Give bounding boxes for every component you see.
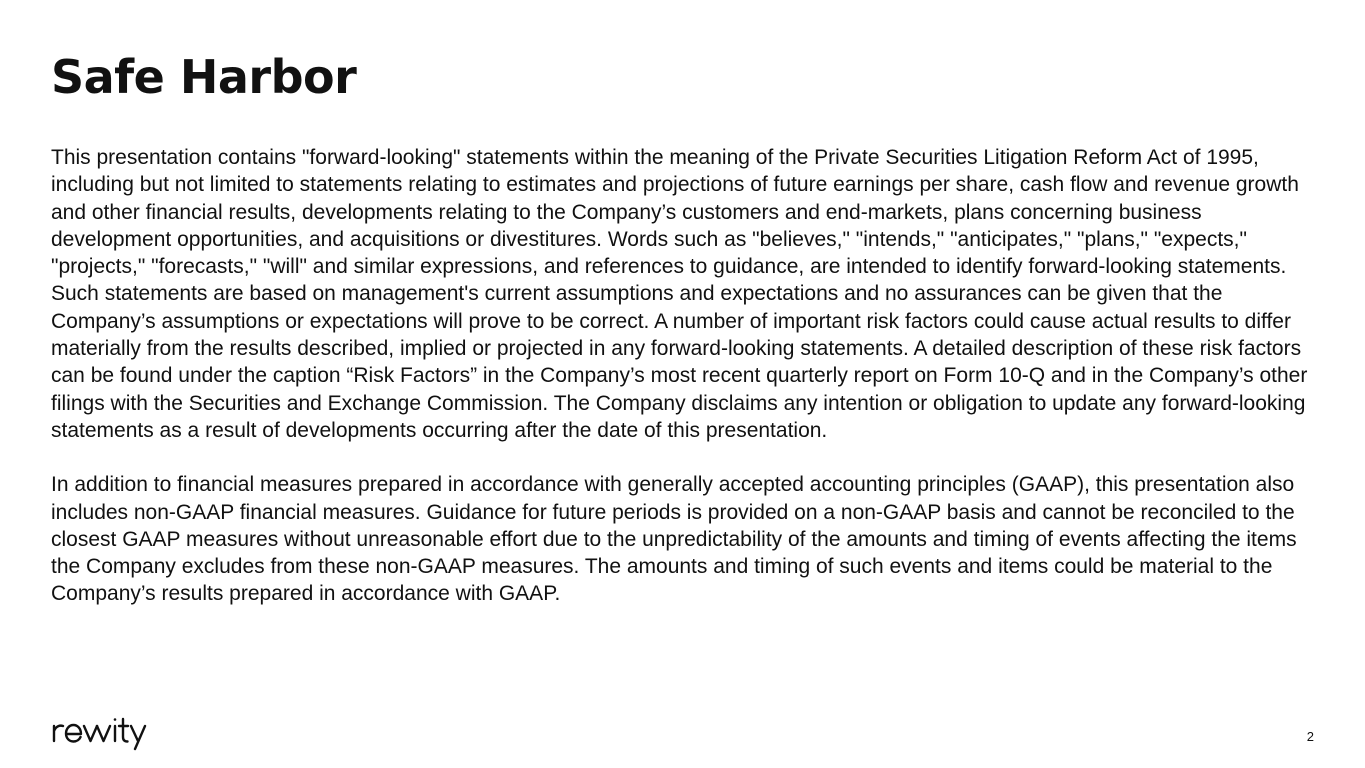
slide-body xyxy=(51,144,1313,635)
slide-title: Safe Harbor xyxy=(51,50,357,104)
revvity-logo xyxy=(51,711,169,751)
page-number: 2 xyxy=(1306,729,1314,744)
non-gaap-paragraph: In addition to financial measures prepared in accordance with generally accepted accounting principles (GAAP), this presentation also includes non-GAAP financial measures. Guidance for future periods is provided on a non-GAAP basis and cannot be reconciled to the closest GAAP measures without unreasonable effort due to the unpredictability of the amounts and timing of events affecting the items the Company excludes from these non-GAAP measures. The amounts and timing of such events and items could be material to the Company’s results prepared in accordance with GAAP. xyxy=(51,473,1297,606)
safe-harbor-paragraph: This presentation contains "forward-looking" statements within the meaning of the Private Securities Litigation Reform Act of 1995, including but not limited to statements relating to estimates and projections of future earnings per share, cash flow and revenue growth and other financial results, developments relating to the Company’s customers and end-markets, plans concerning business development opportunities, and acquisitions or divestitures. Words such as "believes," "intends," "anticipates," "plans," "expects," "projects," "forecasts," "will" and similar expressions, and references to guidance, are intended to identify forward-looking statements. Such statements are based on management's current assumptions and expectations and no assurances can be given that the Company’s assumptions or expectations will prove to be correct. A number of important risk factors could cause actual results to differ materially from the results described, implied or projected in any forward-looking statements. A detailed description of these risk factors can be found under the caption “Risk Factors” in the Company’s most recent quarterly report on Form 10-Q and in the Company’s other filings with the Securities and Exchange Commission. The Company disclaims any intention or obligation to update any forward-looking statements as a result of developments occurring after the date of this presentation. xyxy=(51,146,1308,442)
